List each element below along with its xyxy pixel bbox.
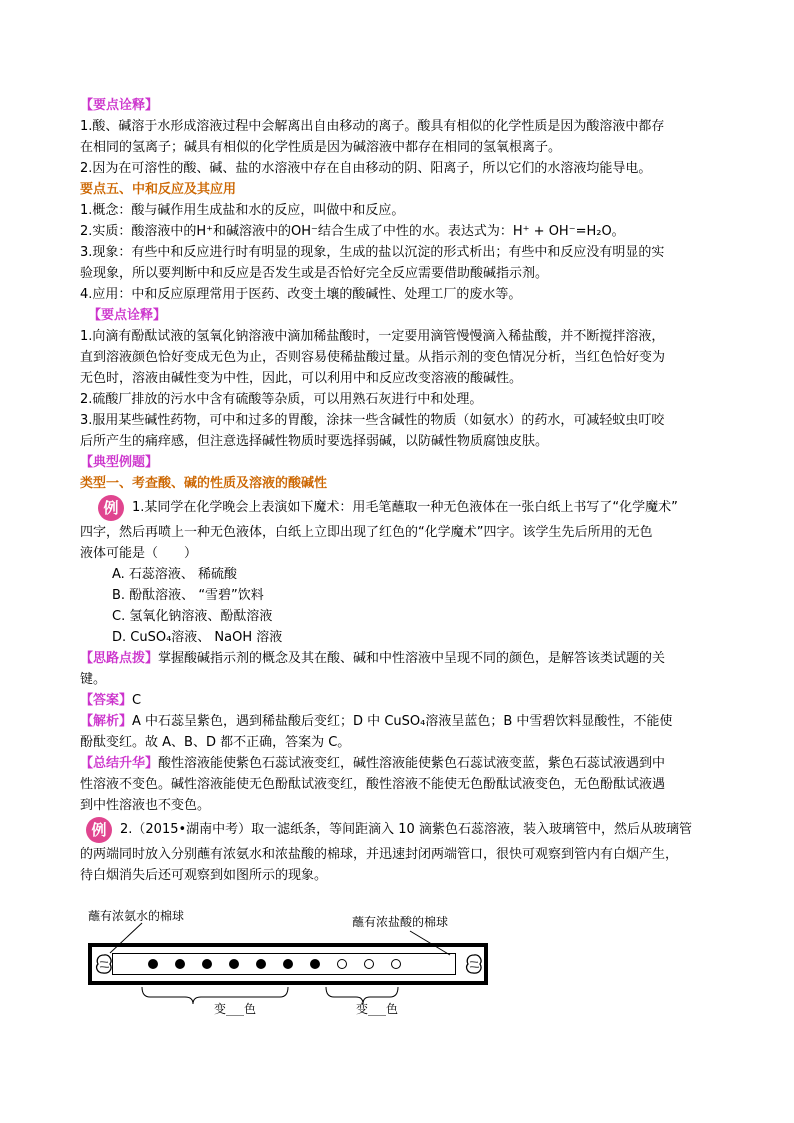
litmus-drop-filled: [229, 959, 239, 969]
analysis-line: 【解析】A 中石蕊呈紫色，遇到稀盐酸后变红；D 中 CuSO₄溶液呈蓝色；B 中雪碧饮料显酸性，不能使: [80, 714, 673, 729]
document-body: [80, 95, 720, 886]
paragraph-line: 3.服用某些碱性药物，可中和过多的胃酸，涂抹一些含碱性的物质（如氨水）的药水，可减轻蚊虫叮咬: [80, 413, 665, 428]
typical-examples-tag: 【典型例题】: [80, 455, 159, 470]
paragraph-line: 3.现象：有些中和反应进行时有明显的现象，生成的盐以沉淀的形式析出；有些中和反应没有明显的实: [80, 245, 665, 260]
paragraph-line: 验现象，所以要判断中和反应是否发生或是否恰好完全反应需要借助酸碱指示剂。: [80, 266, 549, 281]
section-title: 要点五、中和反应及其应用: [80, 182, 237, 197]
paragraph-line: 后所产生的痛痒感，但注意选择碱性物质时要选择弱碱，以防碱性物质腐蚀皮肤。: [80, 434, 549, 449]
key-point-tag: 【要点诠释】: [88, 308, 167, 323]
ammonia-cotton-ball-icon: [94, 953, 114, 975]
type-title: 类型一、考查酸、碱的性质及溶液的酸碱性: [80, 476, 328, 491]
example-1-first-line: 例 1.某同学在化学晚会上表演如下魔术：用毛笔蘸取一种无色液体在一张白纸上书写了“化学魔术”: [80, 494, 720, 522]
paragraph-line: 4.应用：中和反应原理常用于医药、改变土壤的酸碱性、处理工厂的废水等。: [80, 287, 522, 302]
example-2-first-line: 例 2.（2015•湖南中考）取一滤纸条，等间距滴入 10 滴紫色石蕊溶液，装入玻璃管中，然后从玻璃管: [80, 816, 720, 844]
example-badge-icon: 例: [98, 495, 124, 521]
paragraph-line: 直到溶液颜色恰好变成无色为止，否则容易使稀盐酸过量。从指示剂的变色情况分析，当红色恰好变为: [80, 350, 666, 365]
paragraph-line: 的两端同时放入分别蘸有浓氨水和浓盐酸的棉球，并迅速封闭两端管口，很快可观察到管内有白烟产生，: [80, 847, 679, 862]
paragraph-line: 到中性溶液也不变色。: [80, 798, 211, 813]
litmus-drop-filled: [256, 959, 266, 969]
litmus-drop-filled: [283, 959, 293, 969]
paragraph-line: 性溶液不变色。碱性溶液能使无色酚酞试液变红，酸性溶液不能使无色酚酞试液变色，无色酚酞试液遇: [80, 777, 666, 792]
right-cotton-label: 蘸有浓盐酸的棉球: [352, 915, 449, 929]
left-color-blank: 变___色: [214, 1002, 257, 1016]
hint-line: 【思路点拨】掌握酸碱指示剂的概念及其在酸、碱和中性溶液中呈现不同的颜色，是解答该类试题的关: [80, 651, 666, 666]
paragraph-line: 四字，然后再喷上一种无色液体，白纸上立即出现了红色的“化学魔术”四字。该学生先后所用的无色: [80, 525, 653, 540]
option-c: C. 氢氧化钠溶液、酚酞溶液: [112, 609, 273, 624]
option-b: B. 酚酞溶液、 “雪碧”饮料: [112, 588, 264, 603]
paragraph-line: 无色时，溶液由碱性变为中性，因此，可以利用中和反应改变溶液的酸碱性。: [80, 371, 523, 386]
litmus-drop-filled: [175, 959, 185, 969]
paragraph-line: 1.概念：酸与碱作用生成盐和水的反应，叫做中和反应。: [80, 203, 405, 218]
litmus-drop-filled: [148, 959, 158, 969]
example-badge-icon: 例: [86, 817, 112, 843]
paragraph-line: 酚酞变红。故 A、B、D 都不正确，答案为 C。: [80, 735, 351, 750]
litmus-drop-open: [364, 959, 374, 969]
paragraph-line: 在相同的氢离子；碱具有相似的化学性质是因为碱溶液中都存在相同的氢氧根离子。: [80, 140, 562, 155]
hcl-cotton-ball-icon: [464, 953, 484, 975]
summary-line: 【总结升华】酸性溶液能使紫色石蕊试液变红，碱性溶液能使紫色石蕊试液变蓝，紫色石蕊试液遇到中: [80, 756, 666, 771]
paragraph-line: 2.硫酸厂排放的污水中含有硫酸等杂质，可以用熟石灰进行中和处理。: [80, 392, 483, 407]
left-cotton-label: 蘸有浓氨水的棉球: [88, 909, 185, 923]
option-d: D. CuSO₄溶液、 NaOH 溶液: [112, 630, 283, 645]
paragraph-line: 2.因为在可溶性的酸、碱、盐的水溶液中存在自由移动的阴、阳离子，所以它们的水溶液均能导电。: [80, 161, 652, 176]
paragraph-line: 待白烟消失后还可观察到如图所示的现象。: [80, 868, 328, 883]
right-color-blank: 变___色: [356, 1002, 399, 1016]
paragraph-line: 键。: [80, 672, 107, 687]
paragraph-line: 2.实质：酸溶液中的H⁺和碱溶液中的OH⁻结合生成了中性的水。表达式为：H⁺ + OH⁻=H₂O。: [80, 224, 625, 239]
key-point-tag: 【要点诠释】: [80, 98, 159, 113]
option-a: A. 石蕊溶液、 稀硫酸: [112, 567, 238, 582]
paragraph-line: 液体可能是（ ）: [80, 546, 198, 561]
litmus-drop-filled: [310, 959, 320, 969]
paragraph-line: 1.酸、碱溶于水形成溶液过程中会解离出自由移动的离子。酸具有相似的化学性质是因为酸溶液中都存: [80, 119, 665, 134]
answer-line: 【答案】C: [80, 693, 142, 708]
glass-tube-diagram: [80, 905, 500, 1015]
paragraph-line: 1.向滴有酚酞试液的氢氧化钠溶液中滴加稀盐酸时，一定要用滴管慢慢滴入稀盐酸，并不断搅拌溶液，: [80, 329, 665, 344]
litmus-drop-open: [391, 959, 401, 969]
litmus-drop-filled: [202, 959, 212, 969]
litmus-drop-open: [337, 959, 347, 969]
